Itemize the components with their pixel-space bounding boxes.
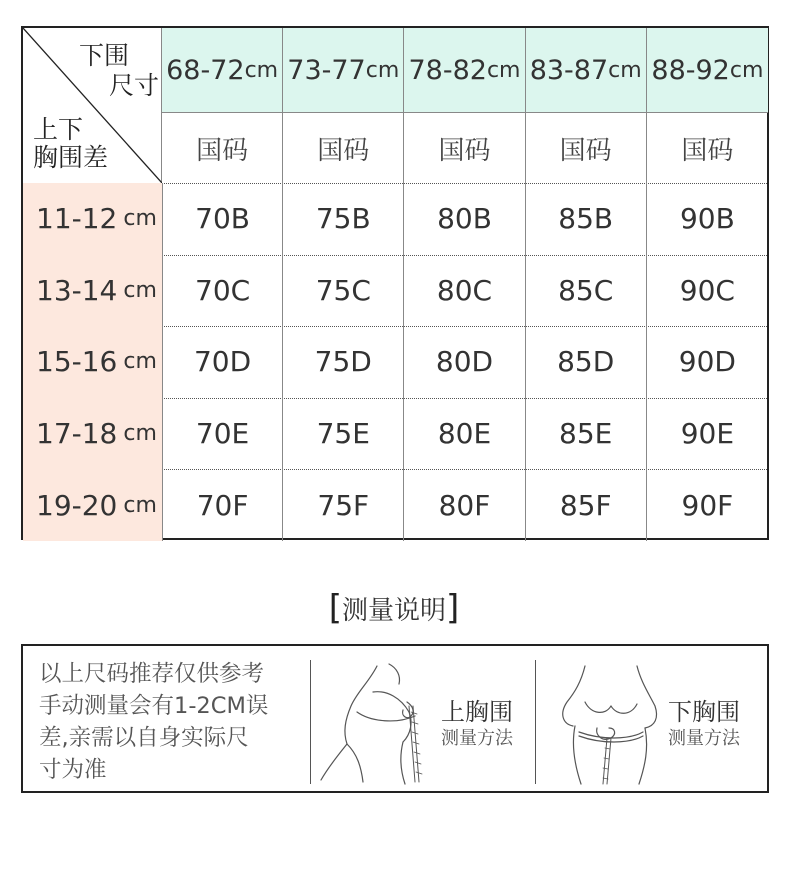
unit-label: cm <box>123 349 157 375</box>
upper-bust-measure-illustration <box>317 662 427 786</box>
size-cell: 75F <box>283 469 404 541</box>
size-cell: 75B <box>283 183 404 255</box>
size-cell: 70B <box>162 183 283 255</box>
size-chart-table <box>21 26 769 540</box>
under-bust-title: 下胸围 <box>668 698 740 726</box>
size-cell: 90E <box>680 417 735 451</box>
corner-difference-label-1: 上下 <box>33 115 84 144</box>
size-standard-label: 国码 <box>526 112 647 183</box>
bust-difference-label <box>23 326 162 398</box>
range-value: 11-12 <box>36 202 118 236</box>
size-cell: 80F <box>404 469 525 541</box>
upper-bust-subtitle: 测量方法 <box>441 728 513 749</box>
size-standard-label: 国码 <box>404 112 525 183</box>
unit-label: cm <box>729 57 764 83</box>
size-cell: 85C <box>526 255 647 327</box>
underbust-range-header <box>283 28 404 112</box>
unit-label: cm <box>123 277 157 303</box>
bracket-right: ] <box>446 588 460 628</box>
size-cell: 75D <box>283 326 404 398</box>
corner-underbust-label: 下围 <box>78 41 129 70</box>
size-cell: 85F <box>526 469 647 541</box>
corner-difference-label-2: 胸围差 <box>33 143 109 172</box>
size-cell: 90C <box>679 273 735 307</box>
underbust-range-header <box>647 28 768 112</box>
bracket-left: [ <box>328 588 342 628</box>
under-bust-measure-illustration <box>545 662 665 786</box>
bust-difference-label <box>23 183 162 255</box>
size-cell: 90F <box>681 488 734 522</box>
size-cell: 85D <box>526 326 647 398</box>
measurement-info-box <box>21 644 769 793</box>
size-cell: 80E <box>404 398 525 470</box>
range-value: 19-20 <box>36 488 118 522</box>
upper-bust-title: 上胸围 <box>441 698 513 726</box>
size-standard-label: 国码 <box>647 112 768 183</box>
disclaimer-note <box>39 658 309 786</box>
section-title-text: 测量说明 <box>341 596 446 626</box>
unit-label: cm <box>123 492 157 518</box>
unit-label: cm <box>486 57 521 83</box>
underbust-range-header <box>526 28 647 112</box>
table-corner-cell <box>23 28 162 183</box>
range-value: 78-82 <box>408 54 487 86</box>
unit-label: cm <box>244 57 279 83</box>
size-cell: 90B <box>679 202 735 236</box>
bust-difference-label <box>23 255 162 327</box>
range-value: 83-87 <box>529 54 609 86</box>
bust-difference-label <box>23 469 162 541</box>
unit-label: cm <box>123 421 157 447</box>
range-value: 88-92 <box>651 54 730 86</box>
unit-label: cm <box>608 57 642 83</box>
range-value: 15-16 <box>36 345 118 379</box>
measurement-instructions-title <box>314 588 474 628</box>
range-value: 17-18 <box>36 417 118 451</box>
divider <box>310 660 311 784</box>
size-cell: 80B <box>404 183 525 255</box>
range-value: 13-14 <box>36 273 118 307</box>
underbust-range-header <box>162 28 283 112</box>
corner-size-label: 尺寸 <box>108 71 159 100</box>
size-cell: 80D <box>404 326 525 398</box>
note-line: 差,亲需以自身实际尺 <box>39 725 249 751</box>
size-cell: 75E <box>283 398 404 470</box>
size-standard-label: 国码 <box>283 112 404 183</box>
underbust-range-header <box>404 28 525 112</box>
size-cell: 70C <box>162 255 283 327</box>
size-standard-label: 国码 <box>162 112 283 183</box>
size-cell: 70F <box>162 469 283 541</box>
size-cell: 80C <box>404 255 525 327</box>
size-cell: 70D <box>162 326 283 398</box>
under-bust-subtitle: 测量方法 <box>668 728 740 749</box>
note-line: 以上尺码推荐仅供参考 <box>39 661 265 687</box>
note-line: 寸为准 <box>39 757 107 783</box>
size-cell: 90D <box>678 345 736 379</box>
size-cell: 85E <box>526 398 647 470</box>
bust-difference-label <box>23 398 162 470</box>
range-value: 68-72 <box>166 54 245 86</box>
range-value: 73-77 <box>287 54 366 86</box>
unit-label: cm <box>123 206 157 232</box>
note-line: 手动测量会有1-2CM误 <box>39 693 269 719</box>
size-cell: 85B <box>526 183 647 255</box>
unit-label: cm <box>365 57 400 83</box>
size-cell: 70E <box>162 398 283 470</box>
size-cell: 75C <box>283 255 404 327</box>
divider <box>535 660 536 784</box>
